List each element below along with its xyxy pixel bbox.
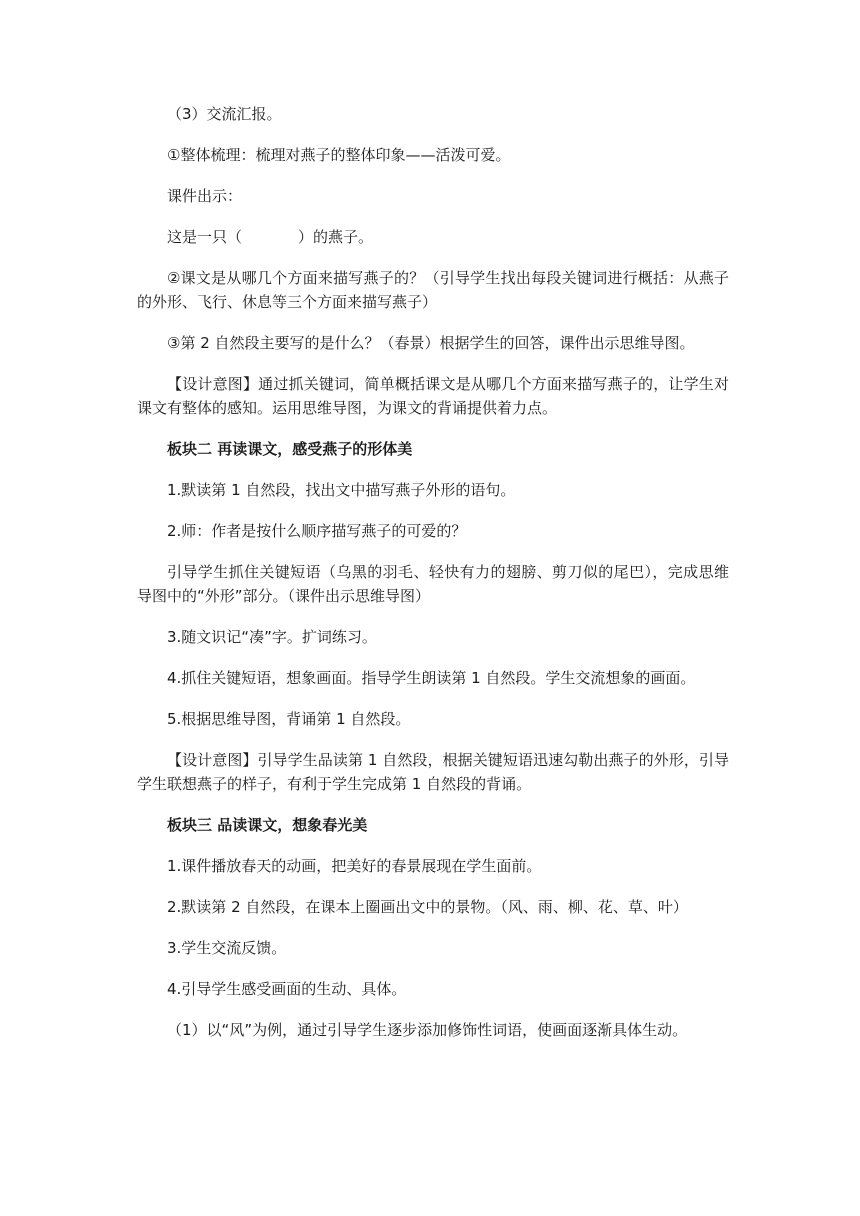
step-item-4: 4.抓住关键短语，想象画面。指导学生朗读第 1 自然段。学生交流想象的画面。	[167, 669, 696, 687]
paragraph-courseware-show: 课件出示：	[167, 187, 243, 205]
document-body	[137, 102, 729, 1059]
paragraph-design-intent-1: 【设计意图】通过抓关键词，简单概括课文是从哪几个方面来描写燕子的，让学生对课文有整体的感知。运用思维导图，为课文的背诵提供着力点。	[137, 375, 729, 417]
paragraph-fill-blank	[137, 225, 729, 249]
step-item-3-4: 4.引导学生感受画面的生动、具体。	[167, 980, 407, 998]
step-item-3: 3.随文识记“凑”字。扩词练习。	[167, 628, 377, 646]
paragraph-design-intent-2: 【设计意图】引导学生品读第 1 自然段，根据关键短语迅速勾勒出燕子的外形，引导学生联想燕子的样子，有利于学生完成第 1 自然段的背诵。	[137, 751, 729, 793]
step-item-2: 2.师：作者是按什么顺序描写燕子的可爱的？	[167, 522, 467, 540]
step-item-3-2: 2.默读第 2 自然段，在课本上圈画出文中的景物。（风、雨、柳、花、草、叶）	[167, 898, 688, 916]
paragraph-question-aspects: ②课文是从哪几个方面来描写燕子的？（引导学生找出每段关键词进行概括：从燕子的外形、飞行、休息等三个方面来描写燕子）	[137, 269, 729, 311]
step-item-1: 1.默读第 1 自然段，找出文中描写燕子外形的语句。	[167, 481, 516, 499]
step-item-3-1: 1.课件播放春天的动画，把美好的春景展现在学生面前。	[167, 857, 542, 875]
section-heading-3: 板块三 品读课文，想象春光美	[167, 816, 368, 834]
fill-blank-before: 这是一只（	[167, 228, 243, 246]
section-heading-2: 板块二 再读课文，感受燕子的形体美	[167, 440, 413, 458]
paragraph-guide-phrases: 引导学生抓住关键短语（乌黑的羽毛、轻快有力的翅膀、剪刀似的尾巴），完成思维导图中的“外形”部分。（课件出示思维导图）	[137, 563, 729, 605]
paragraph-overall-review: ①整体梳理：梳理对燕子的整体印象——活泼可爱。	[167, 146, 511, 164]
paragraph-report: （3）交流汇报。	[167, 105, 282, 123]
fill-blank-after: ）的燕子。	[298, 228, 374, 246]
sub-item-wind-example: （1）以“风”为例，通过引导学生逐步添加修饰性词语，使画面逐渐具体生动。	[167, 1021, 688, 1039]
paragraph-question-para2: ③第 2 自然段主要写的是什么？（春景）根据学生的回答，课件出示思维导图。	[167, 334, 695, 352]
step-item-5: 5.根据思维导图，背诵第 1 自然段。	[167, 710, 411, 728]
step-item-3-3: 3.学生交流反馈。	[167, 939, 287, 957]
